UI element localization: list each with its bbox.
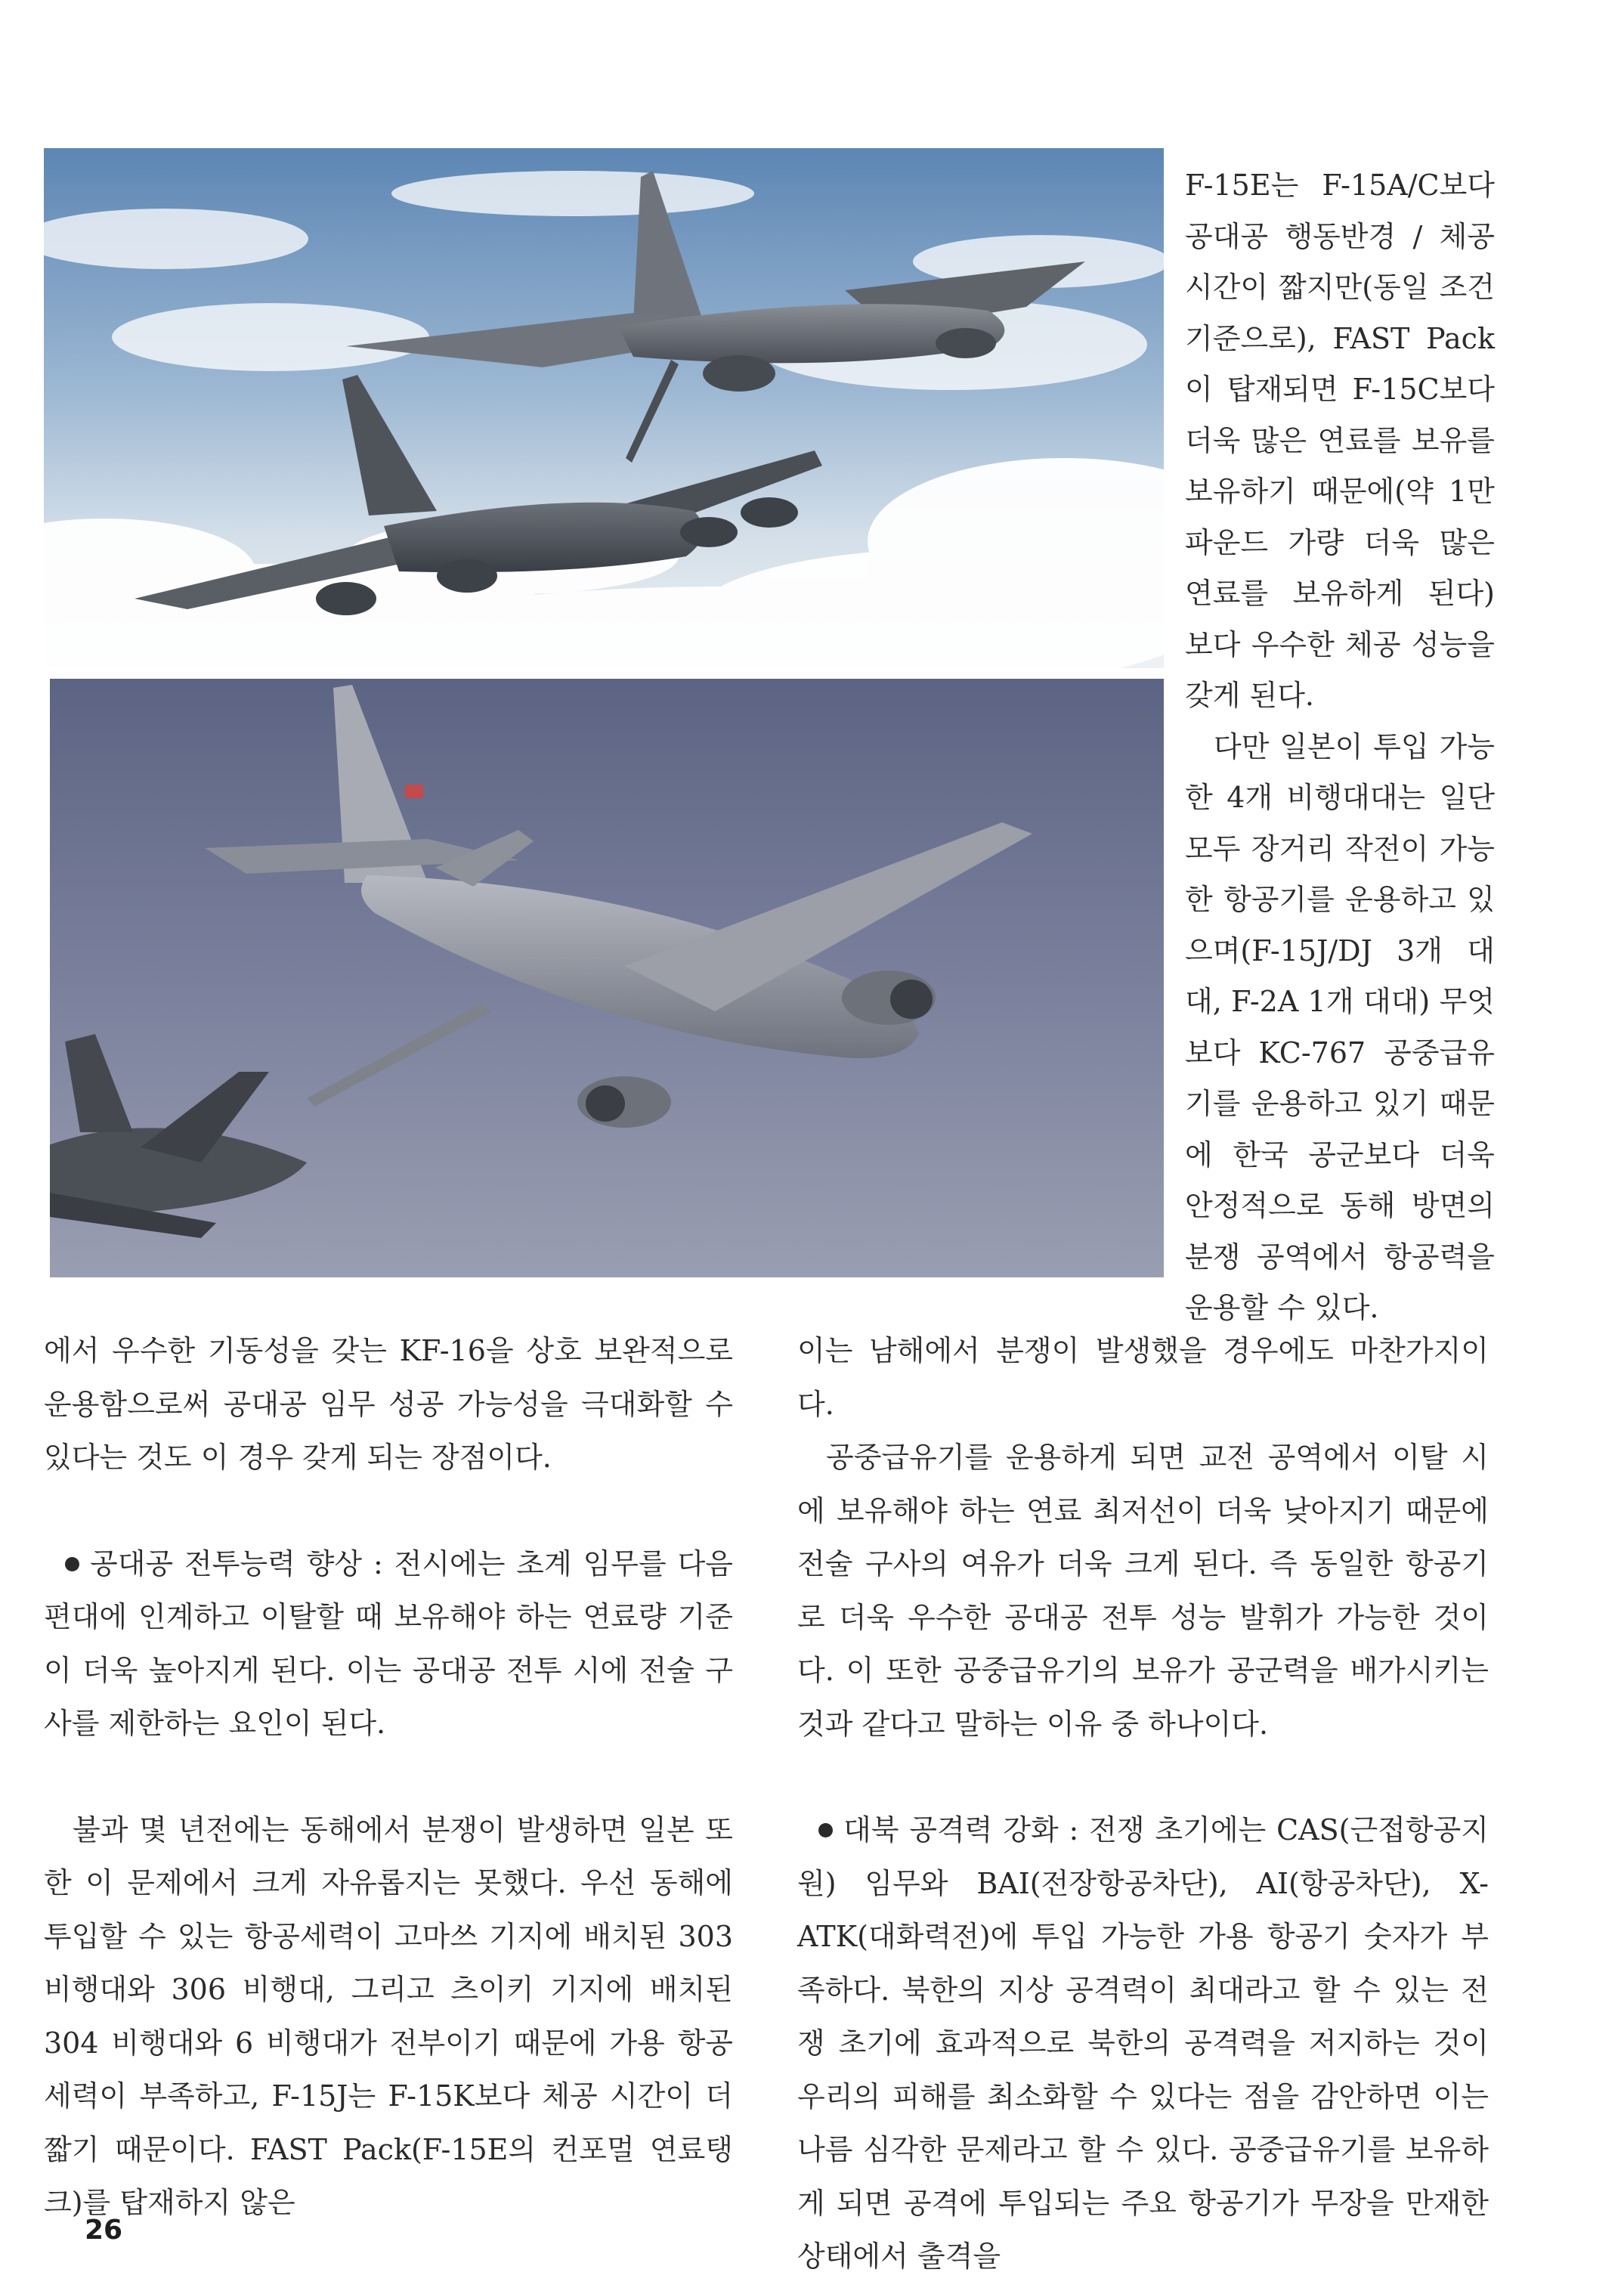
side-paragraph-1: F-15E는 F-15A/C보다 공대공 행동반경 / 체공 시간이 짧지만(동일 조건 기준으로), FAST Pack이 탑재되면 F-15C보다 더욱 많은 연료를 보유를 보유하기 때문에(약 1만 파운드 가량 더욱 많은 연료를 보유하게 된다) 보다 우수한 체공 성능을 갖게 된다. — [1185, 169, 1495, 712]
bullet-air-combat-text: 공대공 전투능력 향상 : 전시에는 초계 임무를 다음 편대에 인계하고 이탈할 때 보유해야 하는 연료량 기준이 더욱 높아지게 된다. 이는 공대공 전투 시에 전술 구사를 제한하는 요인이 된다. — [44, 1546, 733, 1740]
left-paragraph: 불과 몇 년전에는 동해에서 분쟁이 발생하면 일본 또한 이 문제에서 크게 자유롭지는 못했다. 우선 동해에 투입할 수 있는 항공세력이 고마쓰 기지에 배치된 303 비행대와 306 비행대, 그리고 츠이키 기지에 배치된 304 비행대와 6 비행대가 전부이기 때문에 가용 항공세력이 부족하고, F-15J는 F-15K보다 체공 시간이 더 짧기 때문이다. FAST Pack(F-15E의 컨포멀 연료탱크)를 탑재하지 않은 — [44, 1813, 733, 2219]
left-column — [44, 1324, 733, 2230]
bullet-dot-icon — [65, 1557, 79, 1571]
page-number: 26 — [85, 2215, 123, 2246]
bullet-air-combat — [44, 1537, 733, 1751]
bullet-dot-icon — [818, 1823, 833, 1837]
bullet-strike-power — [797, 1803, 1489, 2283]
right-paragraph-1: 공중급유기를 운용하게 되면 교전 공역에서 이탈 시에 보유해야 하는 연료 최저선이 더욱 낮아지기 때문에 전술 구사의 여유가 더욱 크게 된다. 즉 동일한 항공기로 더욱 우수한 공대공 전투 성능 발휘가 가능한 것이다. 이 또한 공중급유기의 보유가 공군력을 배가시키는 것과 같다고 말하는 이유 중 하나이다. — [797, 1441, 1489, 1741]
bullet-strike-power-text: 대북 공격력 강화 : 전쟁 초기에는 CAS(근접항공지원) 임무와 BAI(전장항공차단), AI(항공차단), X-ATK(대화력전)에 투입 가능한 가용 항공기 숫자가 부족하다. 북한의 지상 공격력이 최대라고 할 수 있는 전쟁 초기에 효과적으로 북한의 공격력을 저지하는 것이 우리의 피해를 최소화할 수 있다는 점을 감안하면 이는 나름 심각한 문제라고 할 수 있다. 공중급유기를 보유하게 되면 공격에 투입되는 주요 항공기가 무장을 만재한 상태에서 출격을 — [797, 1813, 1489, 2273]
right-column — [797, 1324, 1489, 2283]
photo-kc767-refuelling-fighter — [50, 679, 1164, 1277]
photo-tanker-and-transport — [44, 148, 1164, 668]
right-line-1: 이는 남해에서 분쟁이 발생했을 경우에도 마찬가지이다. — [797, 1334, 1489, 1421]
side-column-text — [1185, 160, 1495, 1334]
side-paragraph-2: 다만 일본이 투입 가능한 4개 비행대대는 일단 모두 장거리 작전이 가능한 항공기를 운용하고 있으며(F-15J/DJ 3개 대대, F-2A 1개 대대) 무엇보다 KC-767 공중급유기를 운용하고 있기 때문에 한국 공군보다 더욱 안정적으로 동해 방면의 분쟁 공역에서 항공력을 운용할 수 있다. — [1185, 729, 1495, 1324]
left-continuation: 에서 우수한 기동성을 갖는 KF-16을 상호 보완적으로 운용함으로써 공대공 임무 성공 가능성을 극대화할 수 있다는 것도 이 경우 갖게 되는 장점이다. — [44, 1334, 733, 1474]
